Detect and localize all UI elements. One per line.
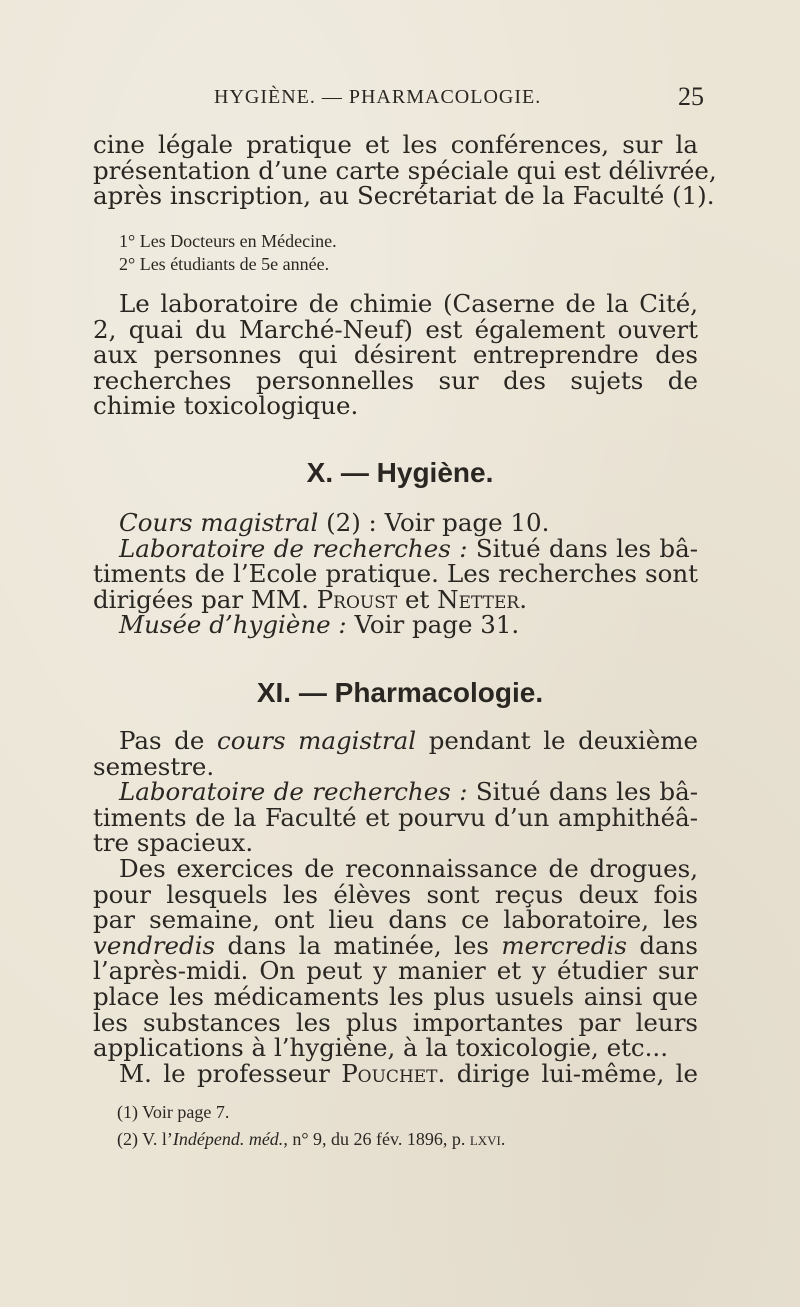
text-line: par semaine, ont lieu dans ce laboratoire, les bbox=[93, 905, 698, 935]
text-span: . bbox=[519, 584, 527, 614]
section-hygiene-body bbox=[93, 510, 698, 638]
italic-term: Laboratoire de recherches : bbox=[119, 533, 468, 563]
text-line bbox=[93, 930, 698, 960]
text-span: Situé dans les bâ- bbox=[467, 533, 698, 563]
person-name: Netter bbox=[437, 584, 520, 614]
text-line bbox=[93, 728, 698, 754]
text-span: Pas de bbox=[119, 726, 217, 755]
text-line bbox=[93, 779, 698, 805]
text-line: timents de la Faculté et pourvu d’un amphithéâ- bbox=[93, 802, 698, 832]
paragraph-continuation bbox=[93, 130, 717, 211]
italic-term: Indépend. méd. bbox=[172, 1129, 284, 1149]
text-span: dirigées par MM. bbox=[93, 584, 317, 614]
roman-page-number: lxvi bbox=[469, 1129, 501, 1149]
section-heading-hygiene: X. — Hygiène. bbox=[306, 457, 494, 488]
list-item: 1° Les Docteurs en Médecine. bbox=[119, 231, 337, 251]
person-name: Proust bbox=[316, 584, 398, 614]
text-line bbox=[93, 1058, 699, 1088]
text-span: dans la matinée, les bbox=[215, 930, 502, 960]
text-line: présentation d’une carte spéciale qui est délivrée, bbox=[93, 155, 717, 185]
text-line: 2, quai du Marché-Neuf) est également ouvert bbox=[93, 314, 698, 344]
paragraph-chemistry-lab bbox=[93, 291, 698, 419]
text-span: et bbox=[397, 584, 438, 614]
text-line: semestre. bbox=[93, 751, 215, 781]
italic-term: Musée d’hygiène : bbox=[119, 610, 347, 640]
text-line: chimie toxicologique. bbox=[93, 391, 359, 421]
text-span: M. le professeur bbox=[119, 1058, 342, 1088]
text-line: applications à l’hygiène, à la toxicologie, etc... bbox=[93, 1033, 669, 1063]
running-title: HYGIÈNE. — PHARMACOLOGIE. bbox=[214, 86, 542, 108]
text-span: (2) V. l’ bbox=[117, 1129, 173, 1149]
text-line: place les médicaments les plus usuels ainsi que bbox=[93, 981, 698, 1011]
person-name: Pouchet bbox=[341, 1058, 438, 1088]
text-line: tre spacieux. bbox=[93, 828, 254, 858]
text-line: les substances les plus importantes par leurs bbox=[93, 1007, 698, 1037]
text-line: cine légale pratique et les conférences, sur la bbox=[93, 130, 698, 159]
italic-term: vendredis bbox=[93, 930, 216, 960]
running-head bbox=[214, 82, 704, 111]
text-line: recherches personnelles sur des sujets de bbox=[93, 365, 698, 395]
text-span: , n° 9, du 26 fév. 1896, p. bbox=[283, 1129, 470, 1149]
text-line: aux personnes qui désirent entreprendre des bbox=[93, 340, 698, 370]
text-span: (2) : Voir page 10. bbox=[318, 508, 550, 537]
footnote-1: (1) Voir page 7. bbox=[117, 1102, 230, 1122]
footnote-2 bbox=[117, 1127, 505, 1151]
italic-term: cours magistral bbox=[216, 726, 417, 755]
eligibility-list bbox=[119, 230, 337, 276]
text-span: . dirige lui-même, le bbox=[437, 1058, 699, 1088]
italic-term: Cours magistral bbox=[119, 508, 319, 537]
text-span: pendant le deuxième bbox=[416, 726, 698, 755]
section-heading-pharmacologie: XI. — Pharmacologie. bbox=[256, 677, 544, 708]
text-span: . bbox=[500, 1129, 506, 1149]
italic-term: Laboratoire de recherches : bbox=[119, 777, 468, 807]
text-line bbox=[93, 510, 698, 536]
section-pharmacologie-body bbox=[93, 728, 698, 1086]
text-span: Voir page 31. bbox=[346, 610, 520, 640]
text-span: Situé dans les bâ- bbox=[467, 777, 698, 807]
text-line: timents de l’Ecole pratique. Les recherches sont bbox=[93, 559, 698, 589]
italic-term: mercredis bbox=[501, 930, 627, 960]
list-item: 2° Les étudiants de 5e année. bbox=[119, 254, 330, 274]
text-line: l’après-midi. On peut y manier et y étudier sur bbox=[93, 956, 698, 986]
text-line: après inscription, au Secrétariat de la Faculté (1). bbox=[93, 181, 715, 211]
page-number: 25 bbox=[678, 82, 704, 111]
text-line: Des exercices de reconnaissance de drogues, bbox=[119, 853, 698, 883]
text-line bbox=[93, 584, 698, 614]
text-line bbox=[93, 612, 698, 638]
text-line: pour lesquels les élèves sont reçus deux fois bbox=[93, 879, 698, 909]
text-line bbox=[93, 533, 698, 563]
text-span: dans bbox=[626, 930, 698, 960]
text-line: Le laboratoire de chimie (Caserne de la Cité, bbox=[119, 289, 698, 318]
